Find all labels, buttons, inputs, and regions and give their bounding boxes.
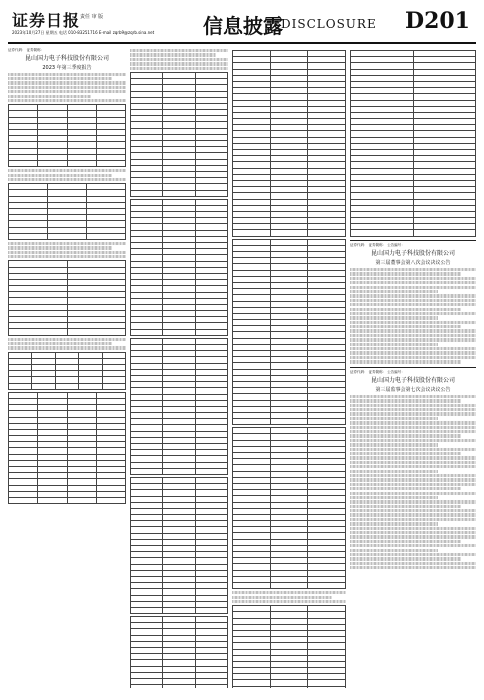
fine-print-line [8, 81, 126, 84]
fine-print-line [350, 557, 461, 560]
table-cell [67, 329, 126, 335]
table-cell [233, 686, 271, 688]
fine-print-line [350, 360, 461, 363]
table-cell [9, 160, 38, 166]
fine-print-line [350, 329, 476, 332]
financial-tables [232, 50, 346, 688]
fine-print-line [350, 535, 476, 538]
fine-print-line [8, 346, 126, 349]
fine-print-line [8, 169, 126, 172]
fine-print-line [232, 596, 332, 599]
fine-print-line [350, 277, 476, 280]
column-3 [232, 48, 346, 688]
fine-print-line [8, 246, 112, 249]
table-row [9, 233, 126, 239]
data-table [8, 352, 126, 390]
table-cell [195, 685, 227, 688]
fine-print-line [350, 531, 476, 534]
table-cell [270, 230, 308, 236]
notice-a-title: 第三届董事会第八次会议决议公告 [375, 259, 451, 266]
table-cell [195, 329, 227, 335]
fine-print-line [350, 351, 476, 354]
table-cell [87, 233, 126, 239]
fine-print-line [8, 342, 112, 345]
table-cell [48, 233, 87, 239]
fine-print-line [350, 321, 476, 324]
fine-print-line [350, 439, 476, 442]
fine-print-line [350, 308, 461, 311]
fine-print-line [350, 334, 476, 337]
fine-print-line [350, 286, 476, 289]
fine-print-line [8, 99, 126, 102]
table-cell [96, 497, 125, 503]
fine-print-line [350, 421, 476, 424]
fine-print-line [350, 434, 461, 437]
notice-b-code-line: 证券代码： 证券简称： 公告编号： [350, 370, 405, 375]
fine-print-line [350, 566, 476, 569]
fine-print-line [350, 347, 476, 350]
fine-print-line [8, 86, 126, 89]
data-table [130, 199, 228, 336]
table-cell [270, 582, 308, 588]
data-table [232, 605, 346, 688]
fine-print-line [8, 255, 126, 258]
table-cell [55, 383, 78, 389]
notice-a-body [350, 268, 476, 364]
fine-print-line [350, 290, 438, 293]
fine-print-line [350, 496, 438, 499]
table-cell [32, 383, 55, 389]
fine-print-line [350, 509, 476, 512]
fine-print-line [350, 549, 438, 552]
fine-print-line [8, 174, 112, 177]
section-title-en: DISCLOSURE [281, 17, 377, 31]
table-cell [163, 607, 195, 613]
fine-print-line [350, 461, 476, 464]
fine-print-line [350, 553, 476, 556]
page-number: D201 [404, 8, 470, 34]
fine-print-line [350, 312, 476, 315]
fine-print-line [350, 522, 438, 525]
fine-print-line [350, 483, 476, 486]
table-cell [351, 230, 414, 236]
fine-print-line [350, 474, 476, 477]
fine-print-line [350, 540, 461, 543]
data-table [8, 104, 126, 167]
fine-print-line [350, 527, 476, 530]
fine-print-line [350, 513, 476, 516]
fine-print-line [8, 251, 126, 254]
table-cell [413, 230, 476, 236]
fine-print-line [8, 242, 126, 245]
table-cell [38, 497, 67, 503]
fine-print-line [350, 399, 461, 402]
data-table [8, 183, 126, 240]
table-cell [9, 497, 38, 503]
fine-print-line [232, 600, 346, 603]
table-row [351, 230, 476, 236]
table-cell [131, 468, 163, 474]
fine-print-line [350, 395, 476, 398]
table-cell [131, 329, 163, 335]
table-cell [308, 686, 346, 688]
fine-print-line [350, 562, 476, 565]
data-table [232, 239, 346, 426]
fine-print-line [350, 518, 476, 521]
table-cell [308, 230, 346, 236]
table-cell [308, 419, 346, 425]
table-cell [67, 160, 96, 166]
fine-print-line [350, 430, 476, 433]
table-row [233, 419, 346, 425]
table-cell [163, 329, 195, 335]
data-table [232, 427, 346, 589]
notice-b-body [350, 395, 476, 570]
fine-print-line [350, 452, 461, 455]
table-cell [163, 190, 195, 196]
data-table [130, 616, 228, 688]
fine-print-line [130, 67, 228, 70]
fine-print-line [350, 299, 476, 302]
table-cell [131, 190, 163, 196]
table-cell [9, 383, 32, 389]
table-cell [163, 685, 195, 688]
table-cell [233, 419, 271, 425]
financial-tables [130, 49, 228, 688]
fine-print-line [350, 487, 461, 490]
fine-print-line [350, 448, 476, 451]
report-body [8, 73, 126, 505]
fine-print-line [130, 62, 228, 65]
report-company-name: 昆山国力电子科技股份有限公司 [24, 54, 109, 62]
fine-print-line [350, 325, 461, 328]
fine-print-line [130, 53, 216, 56]
table-cell [195, 190, 227, 196]
dateline: 2023年10月27日 星期五 电话 010-83251716 E-mail zqrb9@zqrb.sina.net [12, 30, 155, 35]
table-row [9, 497, 126, 503]
notice-b-title: 第三届监事会第七次会议决议公告 [375, 386, 451, 393]
table-cell [79, 383, 102, 389]
table-cell [9, 329, 68, 335]
fine-print-line [350, 505, 461, 508]
table-cell [270, 686, 308, 688]
fine-print-line [350, 492, 476, 495]
fine-print-line [350, 443, 438, 446]
table-cell [270, 419, 308, 425]
fine-print-line [350, 412, 476, 415]
fine-print-line [350, 356, 476, 359]
table-cell [308, 582, 346, 588]
section-divider [350, 367, 476, 368]
fine-print-line [350, 272, 461, 275]
fine-print-line [8, 77, 112, 80]
table-cell [67, 497, 96, 503]
table-cell [102, 383, 125, 389]
fine-print-line [350, 456, 476, 459]
notice-a-code-line: 证券代码： 证券简称： 公告编号： [350, 243, 405, 248]
fine-print-line [350, 544, 476, 547]
fine-print-line [350, 294, 476, 297]
fine-print-line [350, 470, 438, 473]
fine-print-line [130, 49, 228, 52]
table-cell [131, 685, 163, 688]
fine-print-line [350, 338, 476, 341]
fine-print-line [350, 408, 476, 411]
fine-print-line [8, 73, 126, 76]
fine-print-line [350, 465, 476, 468]
fine-print-line [130, 58, 228, 61]
fine-print-line [232, 591, 346, 594]
data-table [8, 260, 126, 335]
fine-print-line [8, 338, 126, 341]
table-cell [38, 160, 67, 166]
data-table [232, 50, 346, 237]
stock-code-line: 证券代码： 证券简称： [8, 48, 45, 52]
data-table [130, 72, 228, 197]
data-table [350, 50, 476, 237]
masthead [8, 6, 484, 42]
fine-print-line [350, 281, 476, 284]
newspaper-logo: 证券日报 [12, 11, 81, 30]
fine-print-line [350, 268, 476, 271]
fine-print-line [350, 478, 476, 481]
column-2 [130, 48, 228, 688]
table-row [233, 686, 346, 688]
fine-print-line [8, 178, 126, 181]
section-divider [350, 240, 476, 241]
table-row [9, 383, 126, 389]
table-row [131, 685, 228, 688]
fine-print-line [350, 500, 476, 503]
table-cell [233, 230, 271, 236]
table-cell [96, 160, 125, 166]
fine-print-line [350, 303, 476, 306]
table-cell [131, 607, 163, 613]
fine-print-line [350, 343, 438, 346]
notice-a-company-name: 昆山国力电子科技股份有限公司 [370, 249, 455, 257]
table-row [9, 160, 126, 166]
table-row [9, 329, 126, 335]
data-table [130, 477, 228, 614]
table-cell [195, 468, 227, 474]
table-row [131, 468, 228, 474]
financial-tables [350, 50, 476, 237]
table-row [131, 607, 228, 613]
header-rule [8, 42, 476, 44]
edition-info: 责任 审 版 [80, 14, 104, 20]
table-row [233, 582, 346, 588]
table-row [233, 230, 346, 236]
table-cell [9, 233, 48, 239]
table-cell [233, 582, 271, 588]
report-title: 2023 年第三季度报告 [42, 64, 92, 71]
fine-print-line [8, 90, 126, 93]
fine-print-line [350, 426, 476, 429]
column-1 [8, 48, 126, 688]
fine-print-line [350, 404, 476, 407]
data-table [130, 338, 228, 475]
column-4 [350, 48, 476, 688]
table-cell [163, 468, 195, 474]
table-row [131, 190, 228, 196]
table-row [131, 329, 228, 335]
section-title-cn: 信息披露 [203, 14, 283, 38]
notice-b-company-name: 昆山国力电子科技股份有限公司 [370, 376, 455, 384]
table-cell [195, 607, 227, 613]
fine-print-line [8, 95, 91, 98]
fine-print-line [350, 417, 438, 420]
fine-print-line [350, 316, 438, 319]
data-table [8, 392, 126, 504]
